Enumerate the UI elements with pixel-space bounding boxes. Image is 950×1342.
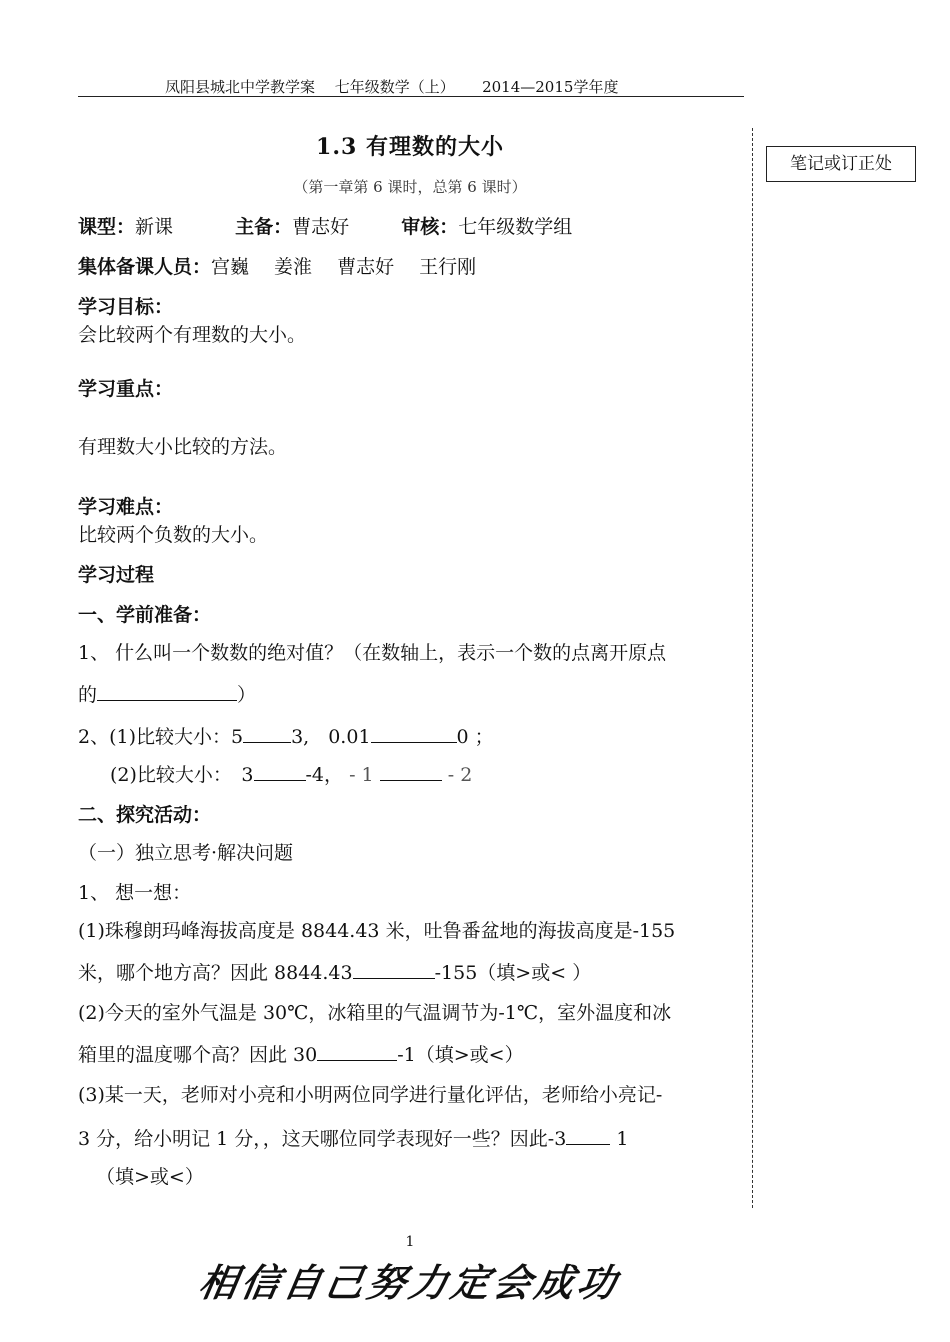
- notes-box: 笔记或订正处: [766, 146, 916, 182]
- explore-heading: 二、探究活动：: [78, 804, 212, 826]
- review-value: 七年级数学组: [458, 216, 573, 238]
- prep-q2-line1: [78, 722, 494, 749]
- explore-p1-line1: (1)珠穆朗玛峰海拔高度是 8844.43 米，吐鲁番盆地的海拔高度是-155: [78, 920, 676, 942]
- prep-q1-line1: 1、 什么叫一个数数的绝对值？（在数轴上，表示一个数的点离开原点: [78, 642, 667, 664]
- prep-q1-line2: [78, 680, 256, 707]
- team-label: 集体备课人员：: [78, 256, 212, 278]
- q2b-neg1: - 1: [349, 764, 374, 786]
- p1-pre: 米，哪个地方高？因此 8844.43: [78, 962, 353, 984]
- q2b-prefix: (2)比较大小： 3: [110, 764, 254, 786]
- process-heading: 学习过程: [78, 564, 155, 586]
- q2-mid: 3, 0.01: [291, 726, 371, 748]
- header-subject: 七年级数学（上）: [334, 78, 448, 96]
- answer-blank[interactable]: [371, 724, 457, 743]
- answer-blank[interactable]: [566, 1126, 610, 1145]
- lesson-subtitle: （第一章第 6 课时，总第 6 课时）: [293, 178, 527, 196]
- page-header: [165, 76, 618, 97]
- focus-text: 有理数大小比较的方法。: [78, 436, 288, 458]
- page-number: 1: [405, 1234, 415, 1250]
- meta-row: [78, 212, 572, 239]
- type-value: 新课: [135, 216, 174, 238]
- p2-post: -1（填>或<）: [397, 1044, 524, 1066]
- explore-p2-line2: [78, 1040, 524, 1067]
- header-year: 2014—2015学年度: [482, 78, 619, 96]
- type-label: 课型：: [78, 216, 136, 238]
- explore-sub: （一）独立思考·解决问题: [78, 842, 294, 864]
- answer-blank[interactable]: [317, 1042, 397, 1061]
- answer-blank[interactable]: [380, 762, 442, 781]
- margin-divider: [752, 128, 753, 1208]
- p3-pre: 3 分，给小明记 1 分，，这天哪位同学表现好一些？因此-3: [78, 1128, 567, 1150]
- handwritten-motto: 相信自己努力定会成功: [195, 1261, 624, 1305]
- q1-close: ）: [237, 684, 257, 706]
- team-row: [78, 252, 476, 279]
- q1-text: 的: [78, 684, 98, 706]
- goal-text: 会比较两个有理数的大小。: [78, 324, 307, 346]
- explore-think: 1、 想一想：: [78, 882, 192, 904]
- explore-p3-line3: （填>或<）: [96, 1166, 204, 1188]
- answer-blank[interactable]: [353, 960, 435, 979]
- goal-label: 学习目标：: [78, 296, 174, 318]
- prep-q2-line2: [110, 760, 472, 787]
- q2b-mid: -4，: [305, 764, 344, 786]
- lesson-title: 1.3 有理数的大小: [316, 134, 504, 160]
- q2-end: 0 ；: [456, 726, 494, 748]
- p3-post: 1: [610, 1128, 629, 1150]
- p2-pre: 箱里的温度哪个高？因此 30: [78, 1044, 318, 1066]
- explore-p3-line1: (3)某一天，老师对小亮和小明两位同学进行量化评估，老师给小亮记-: [78, 1084, 663, 1106]
- difficulty-label: 学习难点：: [78, 496, 174, 518]
- difficulty-text: 比较两个负数的大小。: [78, 524, 269, 546]
- q2-prefix: 2、(1)比较大小：5: [78, 726, 244, 748]
- focus-label: 学习重点：: [78, 378, 174, 400]
- header-rule: [78, 96, 744, 97]
- explore-p1-line2: [78, 958, 591, 985]
- p1-post: -155（填>或< ）: [434, 962, 592, 984]
- answer-blank[interactable]: [254, 762, 306, 781]
- review-label: 审核：: [401, 216, 459, 238]
- answer-blank[interactable]: [97, 682, 237, 701]
- answer-blank[interactable]: [243, 724, 291, 743]
- explore-p2-line1: (2)今天的室外气温是 30℃，冰箱里的气温调节为-1℃，室外温度和冰: [78, 1002, 672, 1024]
- host-label: 主备：: [235, 216, 293, 238]
- prep-heading: 一、学前准备：: [78, 604, 212, 626]
- host-value: 曹志好: [292, 216, 350, 238]
- q2b-neg2: - 2: [447, 764, 473, 786]
- explore-p3-line2: [78, 1124, 628, 1151]
- header-school: 凤阳县城北中学教学案: [165, 78, 316, 96]
- team-members: 宫巍 姜淮 曹志好 王行刚: [211, 256, 477, 278]
